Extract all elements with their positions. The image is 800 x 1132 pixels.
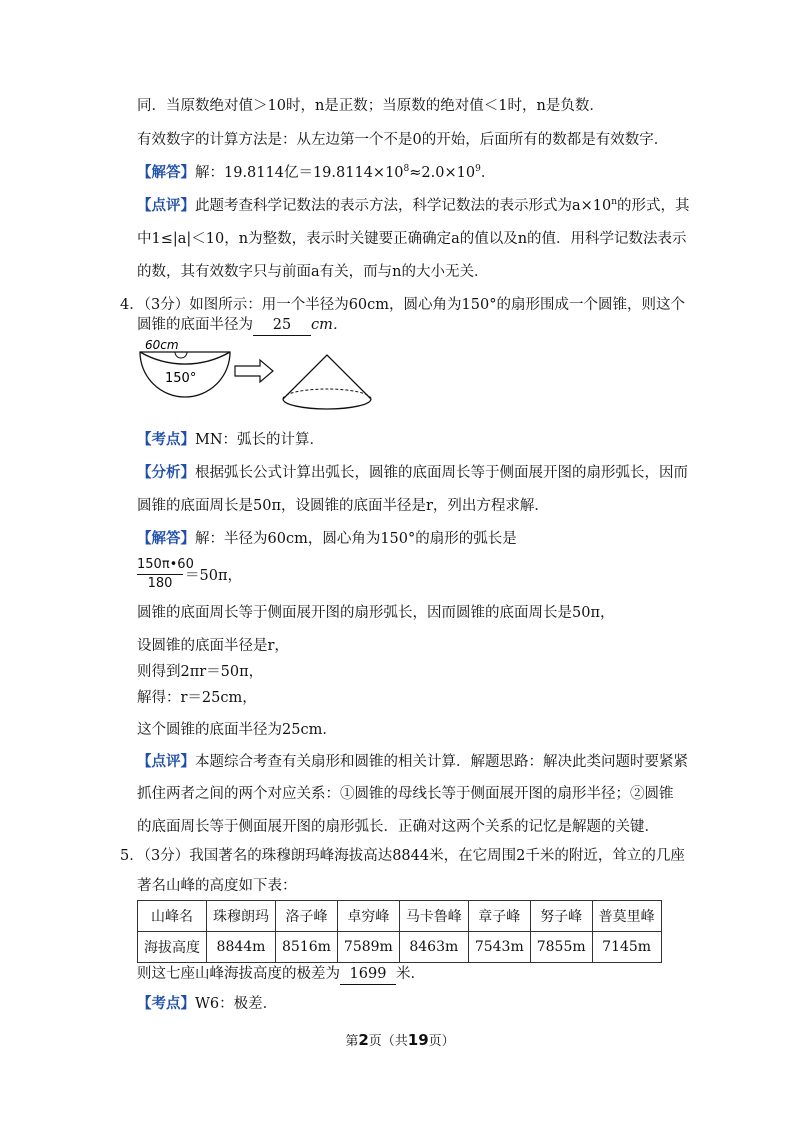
table-header-cell: 卓穷峰 xyxy=(337,901,399,932)
table-cell: 7145m xyxy=(592,932,661,963)
radius-label: 60cm xyxy=(145,338,179,352)
fraction-result: ＝50π， xyxy=(185,568,242,584)
review-tag: 【点评】 xyxy=(137,753,195,770)
q3-review-line2: 中1≤|a|＜10，n为整数，表示时关键要正确确定a的值以及n的值．用科学记数法表示 xyxy=(137,231,687,247)
q5-stem-line2: 著名山峰的高度如下表： xyxy=(137,878,297,894)
q3-answer: 【解答】解：19.8114亿$=19.8114\times 10^8\approx 2.0\times 10^9$． xyxy=(137,164,496,181)
table-header-cell: 努子峰 xyxy=(530,901,592,932)
q3-line1: 同．当原数绝对值＞10时，n是正数；当原数的绝对值＜1时，n是负数． xyxy=(137,98,604,114)
table-cell: 7543m xyxy=(468,932,530,963)
answer-blank: 25 xyxy=(253,315,311,336)
table-header-cell: 普莫里峰 xyxy=(592,901,661,932)
fraction-numerator: 150π•60 xyxy=(137,557,194,572)
q3-review: 【点评】此题考查科学记数法的表示方法，科学记数法的表示形式为$a\times 10^n$的形式，其 xyxy=(137,197,690,214)
table-cell: 海拔高度 xyxy=(138,932,207,963)
answer-tag: 【解答】 xyxy=(137,530,195,547)
answer-blank: 1699 xyxy=(340,964,396,985)
point-tag: 【考点】 xyxy=(137,431,195,448)
q5-result: 则这七座山峰海拔高度的极差为 1699 米． xyxy=(137,964,425,985)
table-header-cell: 马卡鲁峰 xyxy=(399,901,468,932)
point-tag: 【考点】 xyxy=(137,995,195,1012)
table-row xyxy=(138,932,662,963)
q5-stem-line1: 5．（3分）我国著名的珠穆朗玛峰海拔高达8844米，在它周围2千米的附近，耸立的几座 xyxy=(120,848,685,864)
sector-to-cone-figure xyxy=(135,338,375,420)
table-cell: 8844m xyxy=(207,932,276,963)
q3-review-line3: 的数，其有效数字只与前面a有关，而与n的大小无关． xyxy=(137,264,489,280)
angle-label: 150° xyxy=(165,371,197,386)
q4-review-line2: 抓住两者之间的两个对应关系：①圆锥的母线长等于侧面展开图的扇形半径；②圆锥 xyxy=(137,786,674,802)
q4-review: 【点评】本题综合考查有关扇形和圆锥的相关计算．解题思路：解决此类问题时要紧紧 xyxy=(137,753,688,770)
q3-line2: 有效数字的计算方法是：从左边第一个不是0的开始，后面所有的数都是有效数字． xyxy=(137,132,669,148)
table-cell: 7589m xyxy=(337,932,399,963)
table-cell: 8463m xyxy=(399,932,468,963)
table-header-cell: 珠穆朗玛 xyxy=(207,901,276,932)
q4-line-c: 则得到2πr＝50π， xyxy=(137,664,264,680)
table-header-cell: 山峰名 xyxy=(138,901,207,932)
page-footer: 第2页（共19页） xyxy=(345,1031,455,1049)
q4-review-line3: 的底面周长等于侧面展开图的扇形弧长．正确对这两个关系的记忆是解题的关键． xyxy=(137,819,659,835)
table-cell: 8516m xyxy=(276,932,338,963)
q4-answer: 【解答】解：半径为60cm，圆心角为150°的扇形的弧长是 xyxy=(137,530,517,547)
cone-shape xyxy=(283,355,371,409)
q4-stem-line2: 圆锥的底面半径为 25 cm． xyxy=(137,315,347,336)
table-header-cell: 章子峰 xyxy=(468,901,530,932)
q4-line-e: 这个圆锥的底面半径为25cm． xyxy=(137,722,337,738)
answer-tag: 【解答】 xyxy=(137,164,195,181)
analysis-tag: 【分析】 xyxy=(137,464,195,481)
mountain-heights-table xyxy=(137,900,662,963)
arrow-right-icon xyxy=(235,360,273,382)
review-tag: 【点评】 xyxy=(137,197,195,214)
q4-line-b: 设圆锥的底面半径是r， xyxy=(137,638,289,654)
fraction-bar xyxy=(137,574,183,575)
fraction xyxy=(137,557,194,592)
q4-line-d: 解得：r＝25cm， xyxy=(137,690,257,706)
q4-stem-line1: 4．（3分）如图所示：用一个半径为60cm，圆心角为150°的扇形围成一个圆锥，则这个 xyxy=(120,297,685,313)
q4-analysis-line2: 圆锥的底面周长是50π，设圆锥的底面半径是r，列出方程求解． xyxy=(137,498,549,514)
page-total: 19 xyxy=(407,1031,429,1049)
table-header-cell: 洛子峰 xyxy=(276,901,338,932)
q5-point: 【考点】W6：极差． xyxy=(137,995,278,1012)
table-header-row xyxy=(138,901,662,932)
page-number: 2 xyxy=(358,1031,369,1049)
q4-analysis: 【分析】根据弧长公式计算出弧长，圆锥的底面周长等于侧面展开图的扇形弧长，因而 xyxy=(137,464,688,481)
table-cell: 7855m xyxy=(530,932,592,963)
q4-point: 【考点】MN：弧长的计算． xyxy=(137,431,325,448)
fraction-denominator: 180 xyxy=(147,576,173,591)
q4-line-a: 圆锥的底面周长等于侧面展开图的扇形弧长，因而圆锥的底面周长是50π， xyxy=(137,605,615,621)
